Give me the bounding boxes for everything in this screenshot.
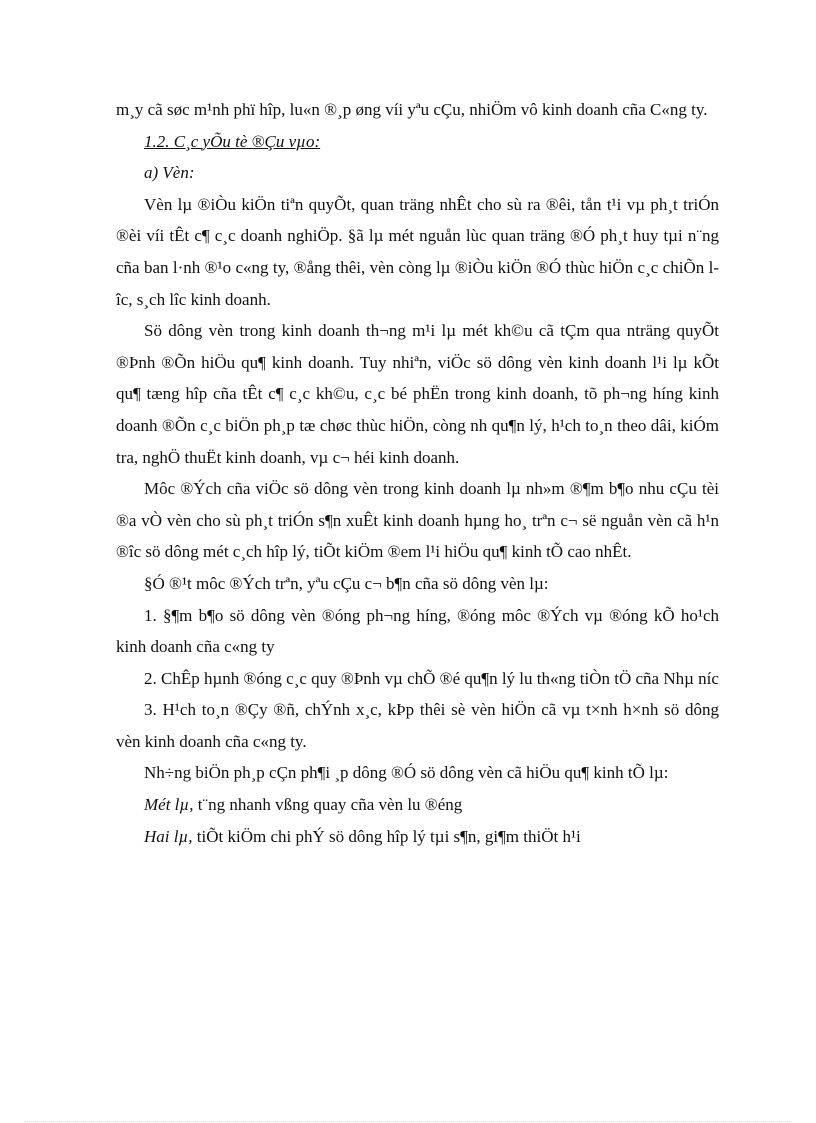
document-body — [116, 94, 719, 852]
list-item-requirement-3: 3. H¹ch to¸n ®Çy ®ñ, chÝnh x¸c, kÞp thêi sè vèn hiÖn cã vµ t×nh h×nh sö dông vèn kinh doanh cña c«ng ty. — [116, 700, 719, 751]
measure-2-text: tiÕt kiÖm chi phÝ sö dông hîp lý tµi s¶n, gi¶m thiÖt h¹i — [192, 826, 581, 846]
paragraph-capital-purpose: Môc ®Ých cña viÖc sö dông vèn trong kinh doanh lµ nh»m ®¶m b¶o nhu cÇu tèi ®a vÒ vèn cho sù ph¸t triÓn s¶n xuÊt kinh doanh hµng ho¸ trªn c¬ së nguån vèn cã h¹n ®îc sö dông mét c¸ch hîp lý, tiÕt kiÖm ®em l¹i hiÖu qu¶ kinh tÕ cao nhÊt. — [116, 479, 719, 562]
paragraph-capital-use: Sö dông vèn trong kinh doanh th¬ng m¹i lµ mét kh©u cã tÇm qua nträng quyÕt ®Þnh ®Õn hiÖu qu¶ kinh doanh. Tuy nhiªn, viÖc sö dông vèn kinh doanh l¹i lµ kÕt qu¶ tæng hîp cña tÊt c¶ c¸c kh©u, c¸c bé phËn trong kinh doanh, tõ ph¬ng híng kinh doanh ®Õn c¸c biÖn ph¸p tæ chøc thùc hiÖn, còng nh qu¶n lý, h¹ch to¸n theo dâi, kiÓm tra, nghÖ thuËt kinh doanh, vµ c¬ héi kinh doanh. — [116, 321, 719, 467]
paragraph-measures-intro: Nh÷ng biÖn ph¸p cÇn ph¶i ¸p dông ®Ó sö dông vèn cã hiÖu qu¶ kinh tÕ lµ: — [144, 763, 669, 783]
list-item-measure-2 — [116, 821, 719, 853]
page-bottom-divider — [24, 1121, 792, 1122]
measure-2-lead: Hai lµ, — [144, 826, 193, 846]
list-item-requirement-2: 2. ChÊp hµnh ®óng c¸c quy ®Þnh vµ chÕ ®é qu¶n lý lu th«ng tiÒn tÖ cña Nhµ níc — [144, 668, 719, 688]
measure-1-lead: Mét lµ, — [144, 795, 194, 815]
paragraph-requirements-intro: §Ó ®¹t môc ®Ých trªn, yªu cÇu c¬ b¶n cña sö dông vèn lµ: — [144, 573, 549, 593]
measure-1-text: t¨ng nhanh vßng quay cña vèn lu ®éng — [193, 795, 463, 815]
subsection-heading: a) Vèn: — [144, 163, 195, 183]
section-heading: 1.2. C¸c yÕu tè ®Çu vµo: — [144, 131, 321, 151]
paragraph-continuation: m¸y cã søc m¹nh phï hîp, lu«n ®¸p øng víi yªu cÇu, nhiÖm vô kinh doanh cña C«ng ty. — [116, 100, 708, 119]
paragraph-capital-intro: Vèn lµ ®iÒu kiÖn tiªn quyÕt, quan träng nhÊt cho sù ra ®êi, tån t¹i vµ ph¸t triÓn ®èi víi tÊt c¶ c¸c doanh nghiÖp. §ã lµ mét nguån lùc quan träng ®Ó ph¸t huy tµi n¨ng cña ban l·nh ®¹o c«ng ty, ®ång thêi, vèn còng lµ ®iÒu kiÖn ®Ó thùc hiÖn c¸c chiÕn lîc, s¸ch lîc kinh doanh. — [116, 194, 719, 309]
list-item-measure-1 — [116, 789, 719, 821]
list-item-requirement-1: 1. §¶m b¶o sö dông vèn ®óng ph¬ng híng, ®óng môc ®Ých vµ ®óng kÕ ho¹ch kinh doanh cña c«ng ty — [116, 605, 719, 657]
